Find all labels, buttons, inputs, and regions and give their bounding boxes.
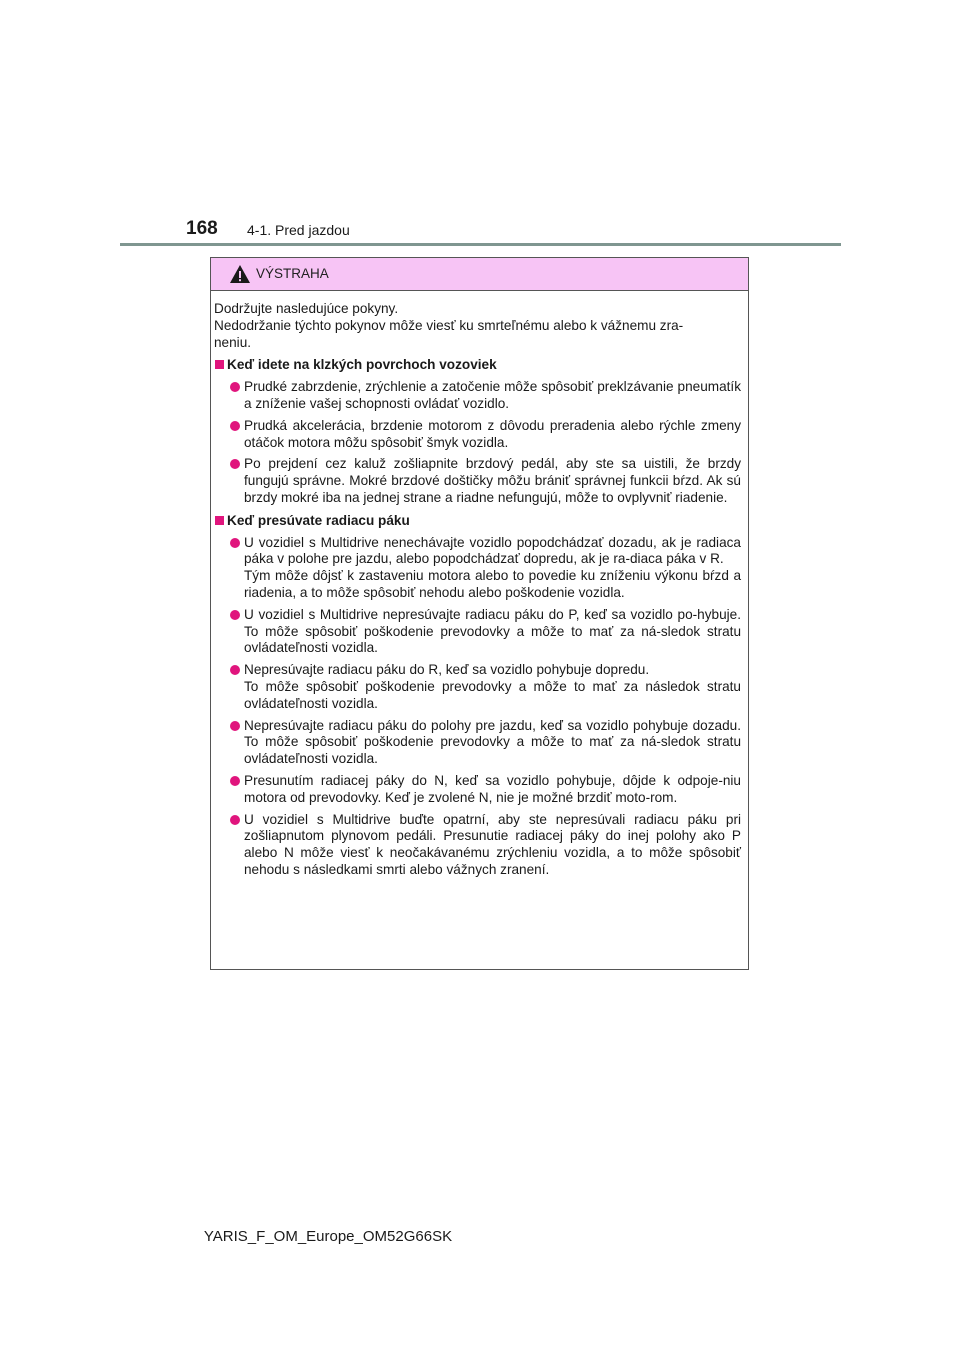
list-item	[214, 718, 741, 768]
warning-sections	[214, 357, 741, 878]
list-item-text: Prudká akcelerácia, brzdenie motorom z dôvodu preradenia alebo rýchle zmeny otáčok motora môžu spôsobiť šmyk vozidla.	[244, 417, 741, 450]
section-heading-text: Keď idete na klzkých povrchoch vozoviek	[227, 357, 497, 373]
list-item-text: U vozidiel s Multidrive nepresúvajte radiacu páku do P, keď sa vozidlo po-hybuje. To môže spôsobiť poškodenie prevodovky a môže to mať za ná-sledok stratu ovládateľnosti vozidla.	[244, 606, 741, 656]
list-item	[214, 379, 741, 413]
section-heading	[214, 513, 741, 530]
list-item	[214, 773, 741, 807]
warning-triangle-icon	[229, 264, 251, 284]
warning-header	[211, 258, 748, 291]
footer	[0, 1228, 960, 1245]
list-item-text: Nepresúvajte radiacu páku do polohy pre jazdu, keď sa vozidlo pohybuje dozadu. To môže spôsobiť poškodenie prevodovky a môže to mať za ná-sledok stratu ovládateľnosti vozidla.	[244, 717, 741, 767]
square-bullet-icon	[215, 516, 224, 525]
section-title: 4-1. Pred jazdou	[247, 222, 350, 238]
circle-bullet-icon	[230, 421, 240, 431]
section-heading	[214, 357, 741, 374]
document-code: YARIS_F_OM_Europe_OM52G66SK	[203, 1228, 453, 1245]
warning-box	[210, 257, 749, 970]
list-item	[214, 607, 741, 657]
list-item	[214, 535, 741, 602]
list-item-text: U vozidiel s Multidrive nenechávajte vozidlo popodchádzať dozadu, ak je radiaca páka v polohe pre jazdu, alebo popodchádzať dopredu, ak je ra-diaca páka v R. Tým môže dôjsť k zastaveniu motora alebo to povedie ku zníženiu výkonu bŕzd a riadenia, a to môže spôsobiť nehodu alebo poškodenie vozidla.	[244, 534, 741, 600]
circle-bullet-icon	[230, 610, 240, 620]
list-item-text: Nepresúvajte radiacu páku do R, keď sa vozidlo pohybuje dopredu. To môže spôsobiť poškodenie prevodovky a môže to mať za následok stratu ovládateľnosti vozidla.	[244, 662, 741, 711]
header-divider	[120, 243, 841, 246]
circle-bullet-icon	[230, 776, 240, 786]
circle-bullet-icon	[230, 815, 240, 825]
warning-body	[211, 291, 748, 879]
list-item-text: Prudké zabrzdenie, zrýchlenie a zatočenie môže spôsobiť preklzávanie pneumatík a zníženie vašej schopnosti ovládať vozidlo.	[244, 379, 741, 411]
list-item-text: Po prejdení cez kaluž zošliapnite brzdový pedál, aby ste sa uistili, že brzdy fungujú správne. Mokré brzdové doštičky môžu brániť správnej funkcii bŕzd. Ak sú brzdy mokré iba na jednej strane a riadne nefungujú, môže to ovplyvniť riadenie.	[244, 456, 741, 505]
circle-bullet-icon	[230, 459, 240, 469]
list-item	[214, 456, 741, 506]
warning-label: VÝSTRAHA	[256, 266, 329, 281]
list-item	[214, 418, 741, 452]
list-item	[214, 662, 741, 712]
warning-intro: Dodržujte nasledujúce pokyny. Nedodržanie týchto pokynov môže viesť ku smrteľnému alebo k vážnemu zra- neniu.	[214, 301, 684, 350]
circle-bullet-icon	[230, 538, 240, 548]
list-item	[214, 812, 741, 879]
list-item-text: U vozidiel s Multidrive buďte opatrní, aby ste nepresúvali radiacu páku pri zošliapnutom plynovom pedáli. Presunutie radiacej páky do inej polohy ako P alebo N môže viesť k neočakávanému zrýchleniu vozidla, a to môže spôsobiť nehodu s následkami smrti alebo vážnych zranení.	[244, 811, 741, 877]
list-item-text: Presunutím radiacej páky do N, keď sa vozidlo pohybuje, dôjde k odpoje-niu motora od prevodovky. Keď je zvolené N, nie je možné brzdiť moto-rom.	[244, 772, 741, 805]
section-heading-text: Keď presúvate radiacu páku	[227, 512, 410, 528]
circle-bullet-icon	[230, 665, 240, 675]
circle-bullet-icon	[230, 721, 240, 731]
page-number: 168	[186, 218, 218, 239]
square-bullet-icon	[215, 360, 224, 369]
circle-bullet-icon	[230, 382, 240, 392]
